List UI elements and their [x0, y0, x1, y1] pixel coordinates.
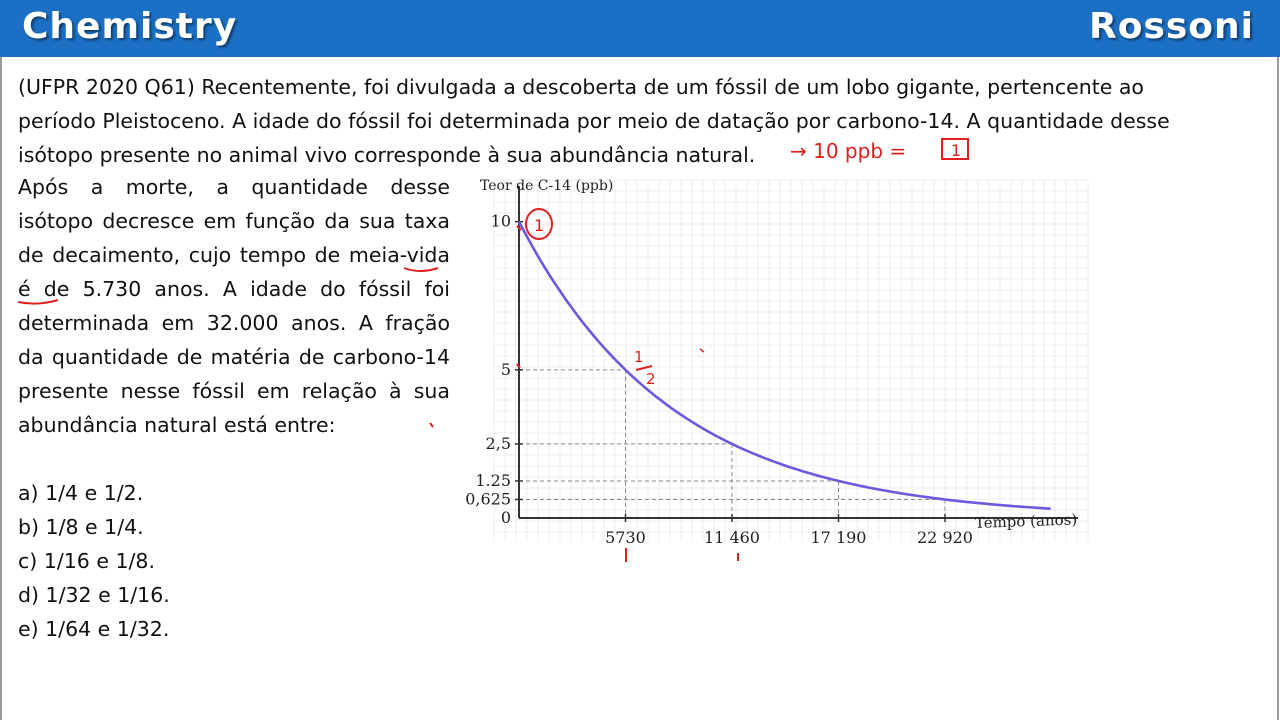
x-tick-label: 5730	[605, 528, 646, 547]
y-axis-label: Teor de C-14 (ppb)	[480, 178, 614, 194]
course-title: Chemistry	[22, 6, 238, 47]
option-d[interactable]: d) 1/32 e 1/16.	[18, 583, 170, 607]
annotation-fraction-den: 2	[646, 370, 656, 388]
y-tick-label: 0,625	[465, 489, 511, 509]
x-tick-label: 17 190	[810, 528, 867, 547]
intro-line-3: isótopo presente no animal vivo corresponde à sua abundância natural.	[18, 143, 756, 167]
y-tick-label: 2,5	[485, 433, 511, 453]
chart-axes	[519, 186, 1078, 518]
x-tick-labels	[605, 528, 973, 547]
annotation-circle-value: 1	[534, 216, 545, 235]
question-body: Após a morte, a quantidade desse isótopo decresce em função da sua taxa de decaimento, cujo tempo de meia-vida é de 5.730 anos. A idade do fóssil foi determinada em 32.000 anos. A fração da quantidade de matéria de carbono-14 presente nesse fóssil em relação à sua abundância natural está entre:	[18, 175, 450, 437]
y-tick-label: 1.25	[475, 470, 511, 490]
option-b[interactable]: b) 1/8 e 1/4.	[18, 515, 144, 539]
option-c[interactable]: c) 1/16 e 1/8.	[18, 549, 155, 573]
left-border	[0, 57, 2, 720]
annotation-box-value: 1	[951, 141, 962, 160]
author-name: Rossoni	[1088, 6, 1254, 47]
x-tick-label: 22 920	[917, 528, 973, 547]
option-e[interactable]: e) 1/64 e 1/32.	[18, 617, 170, 641]
intro-line-1: (UFPR 2020 Q61) Recentemente, foi divulgada a descoberta de um fóssil de um lobo gigante, pertencente ao	[18, 75, 1144, 99]
question-intro	[18, 70, 1258, 172]
annotation-note: → 10 ppb =	[790, 139, 907, 163]
x-axis-label: Tempo (anos)	[974, 510, 1078, 532]
decay-chart	[458, 172, 1098, 552]
header-bar	[0, 0, 1280, 57]
chart-grid	[494, 180, 1088, 542]
right-border	[1277, 57, 1279, 720]
answer-options	[18, 476, 170, 646]
y-tick-label: 5	[500, 359, 511, 379]
y-tick-label: 10	[490, 211, 511, 231]
option-a[interactable]: a) 1/4 e 1/2.	[18, 481, 144, 505]
y-tick-labels	[465, 212, 511, 527]
x-tick-label: 11 460	[704, 528, 760, 547]
annotation-fraction-num: 1	[634, 348, 644, 366]
intro-line-2: período Pleistoceno. A idade do fóssil foi determinada por meio de datação por carbono-14. A quantidade desse	[18, 109, 1170, 133]
y-tick-label: 0	[500, 508, 511, 527]
